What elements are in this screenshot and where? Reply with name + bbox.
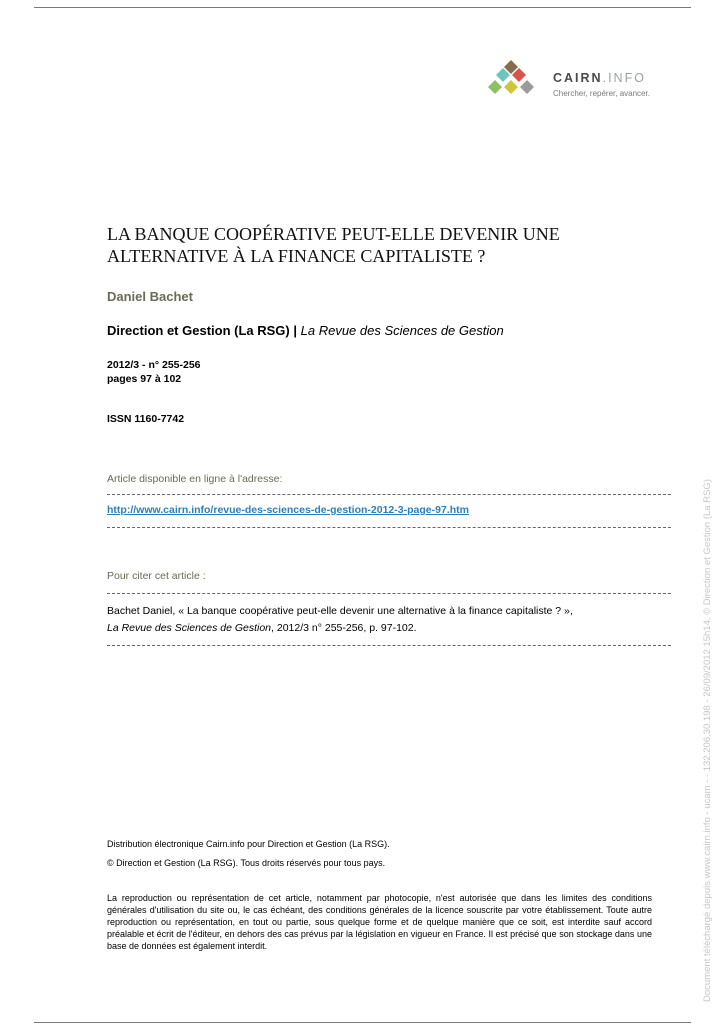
- logo-brand: CAIRN: [553, 71, 603, 85]
- citation-details: , 2012/3 n° 255-256, p. 97-102.: [271, 622, 417, 634]
- citation-divider-bottom: [107, 645, 671, 646]
- article-title: [107, 223, 627, 267]
- issn: ISSN 1160-7742: [107, 413, 185, 425]
- online-divider-top: [107, 494, 671, 495]
- top-rule: [34, 7, 691, 8]
- citation-divider-top: [107, 593, 671, 594]
- citation-line-1: Bachet Daniel, « La banque coopérative peut-elle devenir une alternative à la finance capitaliste ? »,: [107, 605, 573, 617]
- online-divider-bottom: [107, 527, 671, 528]
- citation-line-2: [107, 620, 573, 637]
- cairn-diamonds-icon: [484, 60, 544, 102]
- logo-wordmark: [553, 71, 646, 85]
- cairn-logo[interactable]: [484, 60, 684, 104]
- download-watermark: Document téléchargé depuis www.cairn.info - ucam - - 132.206.30.198 - 26/09/2012 15h14. © Direction et Gestion (La RSG): [702, 479, 713, 1002]
- issue-number: 2012/3 - n° 255-256: [107, 359, 201, 371]
- journal-line: [107, 323, 504, 338]
- logo-dot: .: [602, 71, 609, 85]
- journal-subtitle: La Revue des Sciences de Gestion: [300, 323, 504, 338]
- citation-text: [107, 603, 573, 637]
- journal-name: Direction et Gestion (La RSG) |: [107, 323, 297, 338]
- issue-info: [107, 358, 201, 386]
- title-line-2: ALTERNATIVE À LA FINANCE CAPITALISTE ?: [107, 246, 486, 266]
- copyright-text: © Direction et Gestion (La RSG). Tous droits réservés pour tous pays.: [107, 858, 386, 868]
- logo-tagline: Chercher, repérer, avancer.: [553, 89, 650, 98]
- citation-journal: La Revue des Sciences de Gestion: [107, 622, 272, 634]
- article-author: Daniel Bachet: [107, 289, 193, 304]
- citation-label: Pour citer cet article :: [107, 570, 206, 582]
- legal-notice: La reproduction ou représentation de cet article, notamment par photocopie, n'est autorisée que dans les limites des conditions générales d'utilisation du site ou, le cas échéant, des conditions générales de la licence souscrite par votre établissement. Toute autre reproduction ou représentation, en tout ou partie, sous quelque forme et de quelque manière que ce soit, est interdite sauf accord préalable et écrit de l'éditeur, en dehors des cas prévus par la législation en vigueur en France. Il est précisé que son stockage dans une base de données est également interdit.: [107, 893, 652, 951]
- diamond-green: [488, 80, 502, 94]
- bottom-rule: [34, 1022, 691, 1023]
- article-url-link[interactable]: http://www.cairn.info/revue-des-sciences-de-gestion-2012-3-page-97.htm: [107, 504, 469, 516]
- diamond-gray: [520, 80, 534, 94]
- title-line-1: LA BANQUE COOPÉRATIVE PEUT-ELLE DEVENIR UNE: [107, 224, 560, 244]
- distribution-text: Distribution électronique Cairn.info pour Direction et Gestion (La RSG).: [107, 839, 390, 849]
- issue-pages: pages 97 à 102: [107, 373, 182, 385]
- distribution-block: [107, 835, 390, 873]
- diamond-yellow: [504, 80, 518, 94]
- online-label: Article disponible en ligne à l'adresse:: [107, 473, 283, 485]
- logo-domain: INFO: [608, 71, 646, 85]
